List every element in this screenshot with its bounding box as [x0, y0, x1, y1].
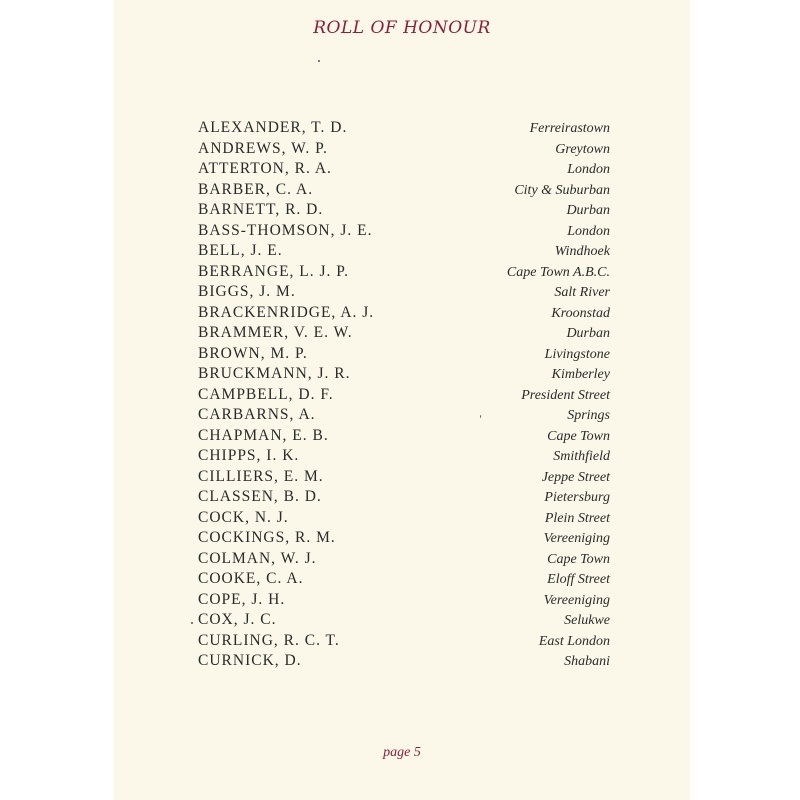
- entry-name: CILLIERS, E. M.: [198, 467, 324, 485]
- entry-name: CURLING, R. C. T.: [198, 631, 340, 649]
- entry-place: Cape Town A.B.C.: [506, 264, 610, 280]
- list-item: [198, 550, 610, 571]
- entry-name: COX, J. C.: [198, 611, 277, 628]
- entry-name: BASS-THOMSON, J. E.: [198, 221, 373, 239]
- entry-name: ALEXANDER, T. D.: [198, 119, 348, 136]
- list-item: [198, 222, 610, 243]
- list-item: [198, 591, 610, 612]
- entry-name: BRUCKMANN, J. R.: [198, 365, 351, 382]
- paper-speck: [318, 60, 320, 62]
- entry-place: Pietersburg: [544, 490, 610, 505]
- entry-place: Livingstone: [544, 346, 610, 362]
- list-item: [198, 529, 610, 550]
- list-item: [198, 119, 610, 140]
- honour-roll-list: [198, 119, 610, 673]
- list-item: [198, 181, 610, 202]
- entry-name: CURNICK, D.: [198, 652, 302, 669]
- entry-name: COOKE, C. A.: [198, 570, 304, 587]
- list-item: [198, 304, 610, 325]
- list-item: [198, 201, 610, 222]
- entry-name: CARBARNS, A.: [198, 406, 316, 423]
- entry-place: Cape Town: [547, 428, 610, 444]
- page-title: ROLL OF HONOUR: [313, 18, 491, 38]
- entry-name: BERRANGE, L. J. P.: [198, 262, 350, 280]
- list-item: [198, 611, 610, 632]
- entry-place: Jeppe Street: [541, 469, 610, 485]
- list-item: [198, 509, 610, 530]
- entry-name: CAMPBELL, D. F.: [198, 385, 334, 403]
- list-item: [198, 242, 610, 263]
- entry-place: Plein Street: [544, 510, 610, 526]
- entry-place: Cape Town: [547, 551, 610, 567]
- entry-place: Kroonstad: [551, 305, 610, 321]
- entry-place: President Street: [521, 387, 610, 403]
- entry-place: Kimberley: [551, 367, 610, 382]
- page-number: page 5: [383, 745, 421, 760]
- entry-name: CLASSEN, B. D.: [198, 488, 322, 505]
- entry-name: COPE, J. H.: [198, 590, 286, 608]
- entry-name: COCKINGS, R. M.: [198, 529, 336, 546]
- entry-name: COCK, N. J.: [198, 508, 289, 526]
- entry-place: Durban: [566, 203, 610, 218]
- entry-place: Eloff Street: [547, 572, 610, 587]
- entry-place: Shabani: [564, 654, 610, 669]
- entry-place: Smithfield: [553, 449, 610, 464]
- entry-name: BARBER, C. A.: [198, 180, 314, 198]
- entry-name: CHIPPS, I. K.: [198, 447, 300, 464]
- entry-place: Windhoek: [554, 244, 610, 259]
- list-item: [198, 427, 610, 448]
- entry-place: Salt River: [554, 285, 610, 300]
- list-item: [198, 386, 610, 407]
- paper-speck: [480, 415, 481, 418]
- list-item: [198, 488, 610, 509]
- entry-name: BIGGS, J. M.: [198, 283, 296, 300]
- entry-place: Selukwe: [564, 613, 610, 628]
- list-item: [198, 160, 610, 181]
- paper-speck: [191, 622, 193, 624]
- entry-name: BARNETT, R. D.: [198, 201, 324, 218]
- entry-place: London: [567, 162, 610, 177]
- entry-name: BRAMMER, V. E. W.: [198, 324, 353, 341]
- list-item: [198, 345, 610, 366]
- list-item: [198, 632, 610, 653]
- document-page: [114, 0, 690, 800]
- entry-place: Springs: [567, 408, 610, 423]
- entry-place: London: [567, 223, 610, 239]
- list-item: [198, 283, 610, 304]
- list-item: [198, 365, 610, 386]
- list-item: [198, 652, 610, 673]
- entry-place: Vereeniging: [543, 531, 610, 546]
- entry-name: BELL, J. E.: [198, 242, 283, 259]
- list-item: [198, 570, 610, 591]
- entry-place: City & Suburban: [514, 182, 610, 198]
- entry-place: Greytown: [555, 141, 610, 157]
- list-item: [198, 140, 610, 161]
- entry-name: BROWN, M. P.: [198, 344, 308, 362]
- list-item: [198, 468, 610, 489]
- entry-name: COLMAN, W. J.: [198, 549, 317, 567]
- list-item: [198, 263, 610, 284]
- entry-name: CHAPMAN, E. B.: [198, 426, 329, 444]
- entry-name: ANDREWS, W. P.: [198, 139, 328, 157]
- entry-name: ATTERTON, R. A.: [198, 160, 332, 177]
- entry-place: Vereeniging: [543, 592, 610, 608]
- list-item: [198, 324, 610, 345]
- list-item: [198, 447, 610, 468]
- entry-place: Durban: [566, 326, 610, 341]
- entry-place: East London: [538, 633, 610, 649]
- entry-place: Ferreirastown: [529, 121, 610, 136]
- entry-name: BRACKENRIDGE, A. J.: [198, 303, 375, 321]
- list-item: [198, 406, 610, 427]
